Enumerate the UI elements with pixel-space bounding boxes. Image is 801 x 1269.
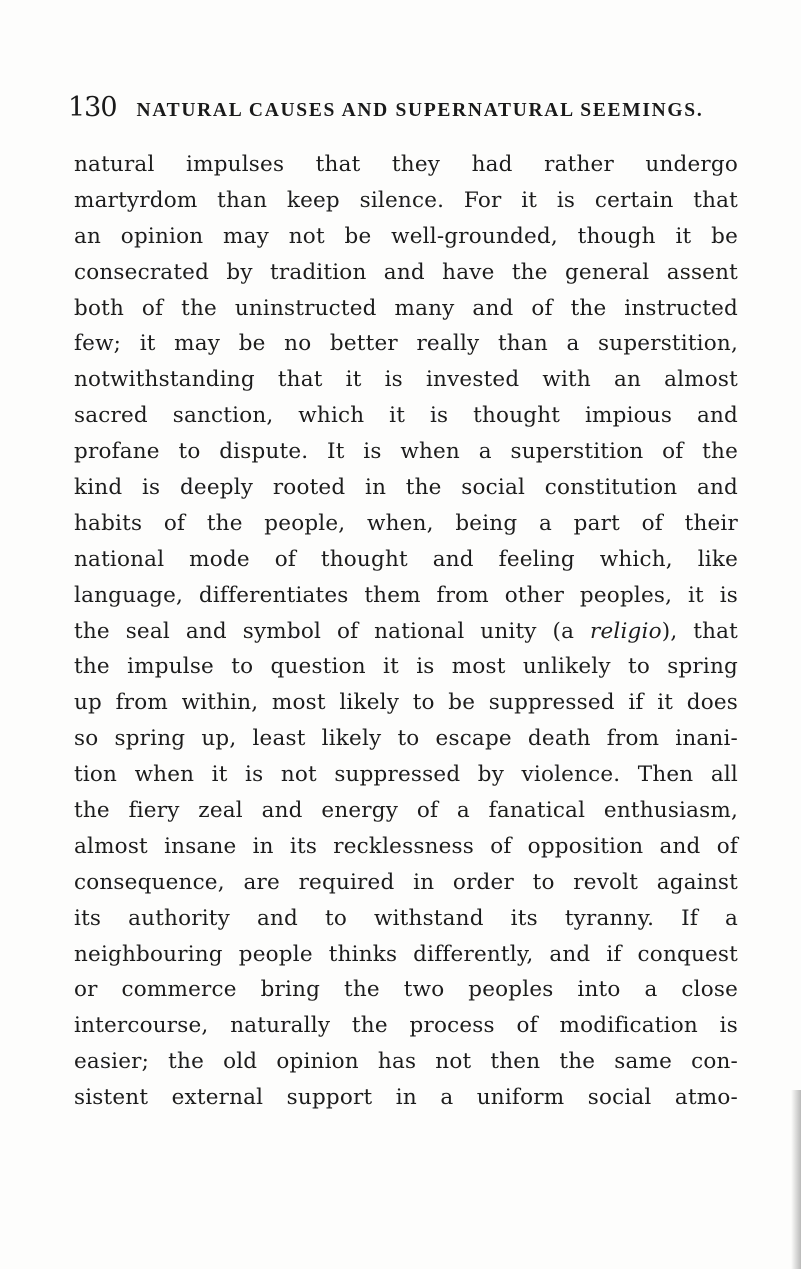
running-title: NATURAL CAUSES AND SUPERNATURAL SEEMINGS. — [136, 100, 704, 121]
text-line: neighbouring people thinks differently, and if conquest — [74, 941, 738, 967]
text-line: its authority and to withstand its tyranny. If a — [74, 905, 738, 931]
text-line: the impulse to question it is most unlikely to spring — [74, 654, 738, 680]
text-line: language, differentiates them from other peoples, it is — [74, 582, 738, 608]
text-line: few; it may be no better really than a superstition, — [74, 331, 738, 357]
text-line: notwithstanding that it is invested with an almost — [74, 367, 738, 393]
text-line: or commerce bring the two peoples into a close — [74, 977, 738, 1003]
text-line: so spring up, least likely to escape death from inani- — [74, 726, 738, 752]
line-text-before-italic: the seal and symbol of national unity (a — [74, 618, 590, 644]
text-line: habits of the people, when, being a part of their — [74, 510, 738, 536]
text-line: national mode of thought and feeling which, like — [74, 546, 738, 572]
italic-word-religio: religio — [590, 618, 662, 644]
text-line: sistent external support in a uniform social atmo- — [74, 1085, 738, 1111]
text-line: easier; the old opinion has not then the same con- — [74, 1049, 738, 1075]
text-line: almost insane in its recklessness of opposition and of — [74, 833, 738, 859]
text-line: the fiery zeal and energy of a fanatical enthusiasm, — [74, 798, 738, 824]
text-line: intercourse, naturally the process of modification is — [74, 1013, 738, 1039]
page-edge-shadow — [791, 1090, 801, 1269]
text-line: up from within, most likely to be suppressed if it does — [74, 690, 738, 716]
body-text — [74, 147, 738, 1116]
text-line: kind is deeply rooted in the social constitution and — [74, 475, 738, 501]
text-line: sacred sanction, which it is thought impious and — [74, 403, 738, 429]
text-line: natural impulses that they had rather undergo — [74, 152, 738, 177]
text-line: both of the uninstructed many and of the instructed — [74, 295, 738, 321]
text-line: martyrdom than keep silence. For it is certain that — [74, 187, 738, 213]
text-line: tion when it is not suppressed by violence. Then all — [74, 762, 738, 788]
text-line: consequence, are required in order to revolt against — [74, 869, 738, 895]
text-line: profane to dispute. It is when a superstition of the — [74, 439, 738, 465]
text-line-with-italic — [74, 614, 738, 650]
line-text-after-italic: ), that — [661, 618, 738, 644]
running-head — [68, 92, 728, 128]
text-line: consecrated by tradition and have the general assent — [74, 259, 738, 285]
page-number: 130 — [68, 92, 117, 123]
text-line: an opinion may not be well-grounded, though it be — [74, 223, 738, 249]
